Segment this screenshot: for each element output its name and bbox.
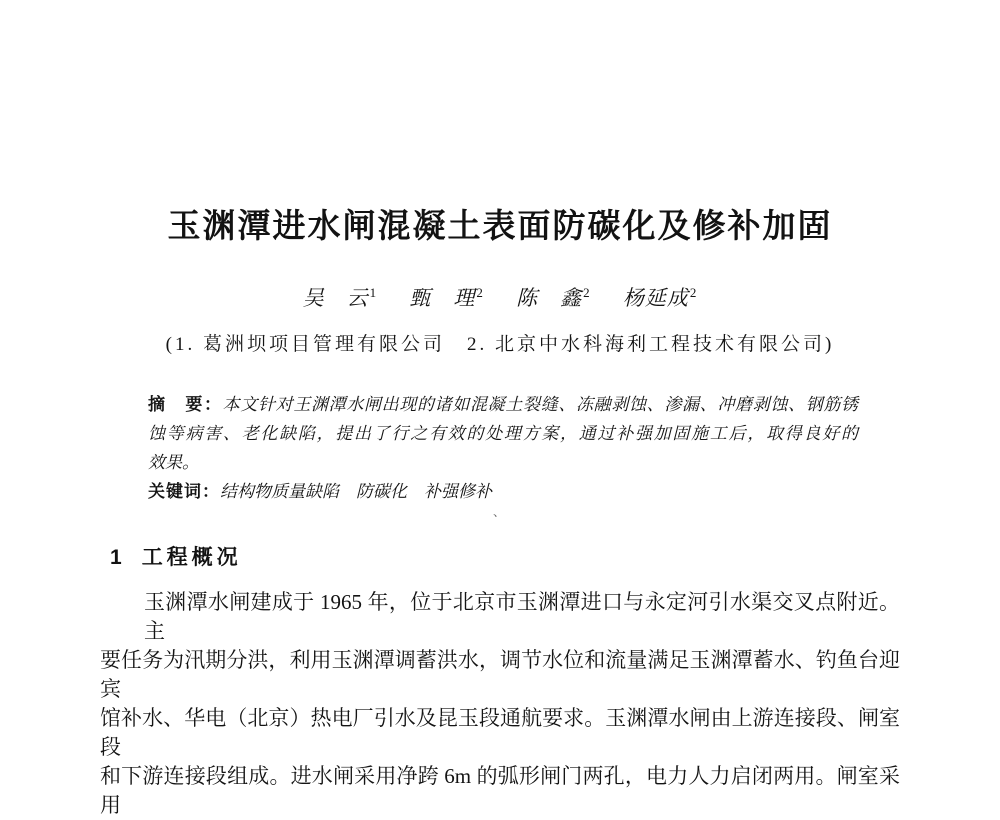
body-line: 要任务为汛期分洪，利用玉渊潭调蓄洪水，调节水位和流量满足玉渊潭蓄水、钓鱼台迎宾	[100, 648, 900, 701]
author	[409, 286, 484, 310]
author	[303, 286, 378, 310]
author-affiliation-superscript: 2	[476, 285, 484, 300]
abstract-line: 蚀等病害、老化缺陷，提出了行之有效的处理方案，通过补强加固施工后，取得良好的	[148, 424, 858, 443]
author-affiliation-superscript: 2	[583, 285, 591, 300]
author-name: 吴 云	[302, 286, 369, 310]
abstract-line: 效果。	[148, 453, 199, 472]
keywords-label: 关键词：	[148, 482, 220, 501]
abstract-label: 摘 要：	[148, 395, 223, 414]
paper-title: 玉渊潭进水闸混凝土表面防碳化及修补加固	[167, 207, 833, 244]
body-paragraph	[100, 588, 900, 820]
body-line: 玉渊潭水闸建成于 1965 年，位于北京市玉渊潭进口与永定河引水渠交叉点附近。主	[144, 590, 900, 643]
section-number: 1	[110, 546, 122, 569]
author-name: 杨延成	[622, 286, 689, 310]
keywords-line	[148, 477, 858, 506]
body-line: 馆补水、华电（北京）热电厂引水及昆玉段通航要求。玉渊潭水闸由上游连接段、闸室段	[100, 706, 900, 759]
author-name: 甄 理	[409, 286, 476, 310]
affiliation-line: (1. 葛洲坝项目管理有限公司 2. 北京中水科海利工程技术有限公司)	[165, 334, 835, 355]
body-line: 和下游连接段组成。进水闸采用净跨 6m 的弧形闸门两孔，电力人力启闭两用。闸室采用	[100, 764, 900, 817]
abstract-block	[148, 390, 858, 506]
keywords-text: 结构物质量缺陷 防碳化 补强修补	[220, 482, 492, 501]
abstract-text: 本文针对王渊潭水闸出现的诸如混凝土裂缝、冻融剥蚀、渗漏、冲磨剥蚀、钢筋锈	[222, 395, 859, 414]
section-title: 工程概况	[141, 546, 242, 569]
author-name: 陈 鑫	[516, 286, 583, 310]
section-heading	[110, 541, 242, 571]
author-affiliation-superscript: 2	[689, 285, 698, 300]
scan-speck-mark: 、	[493, 505, 506, 519]
author-affiliation-superscript: 1	[369, 285, 378, 300]
authors-line	[0, 282, 1000, 312]
author	[623, 286, 698, 310]
abstract-line	[148, 390, 858, 419]
author	[516, 286, 591, 310]
